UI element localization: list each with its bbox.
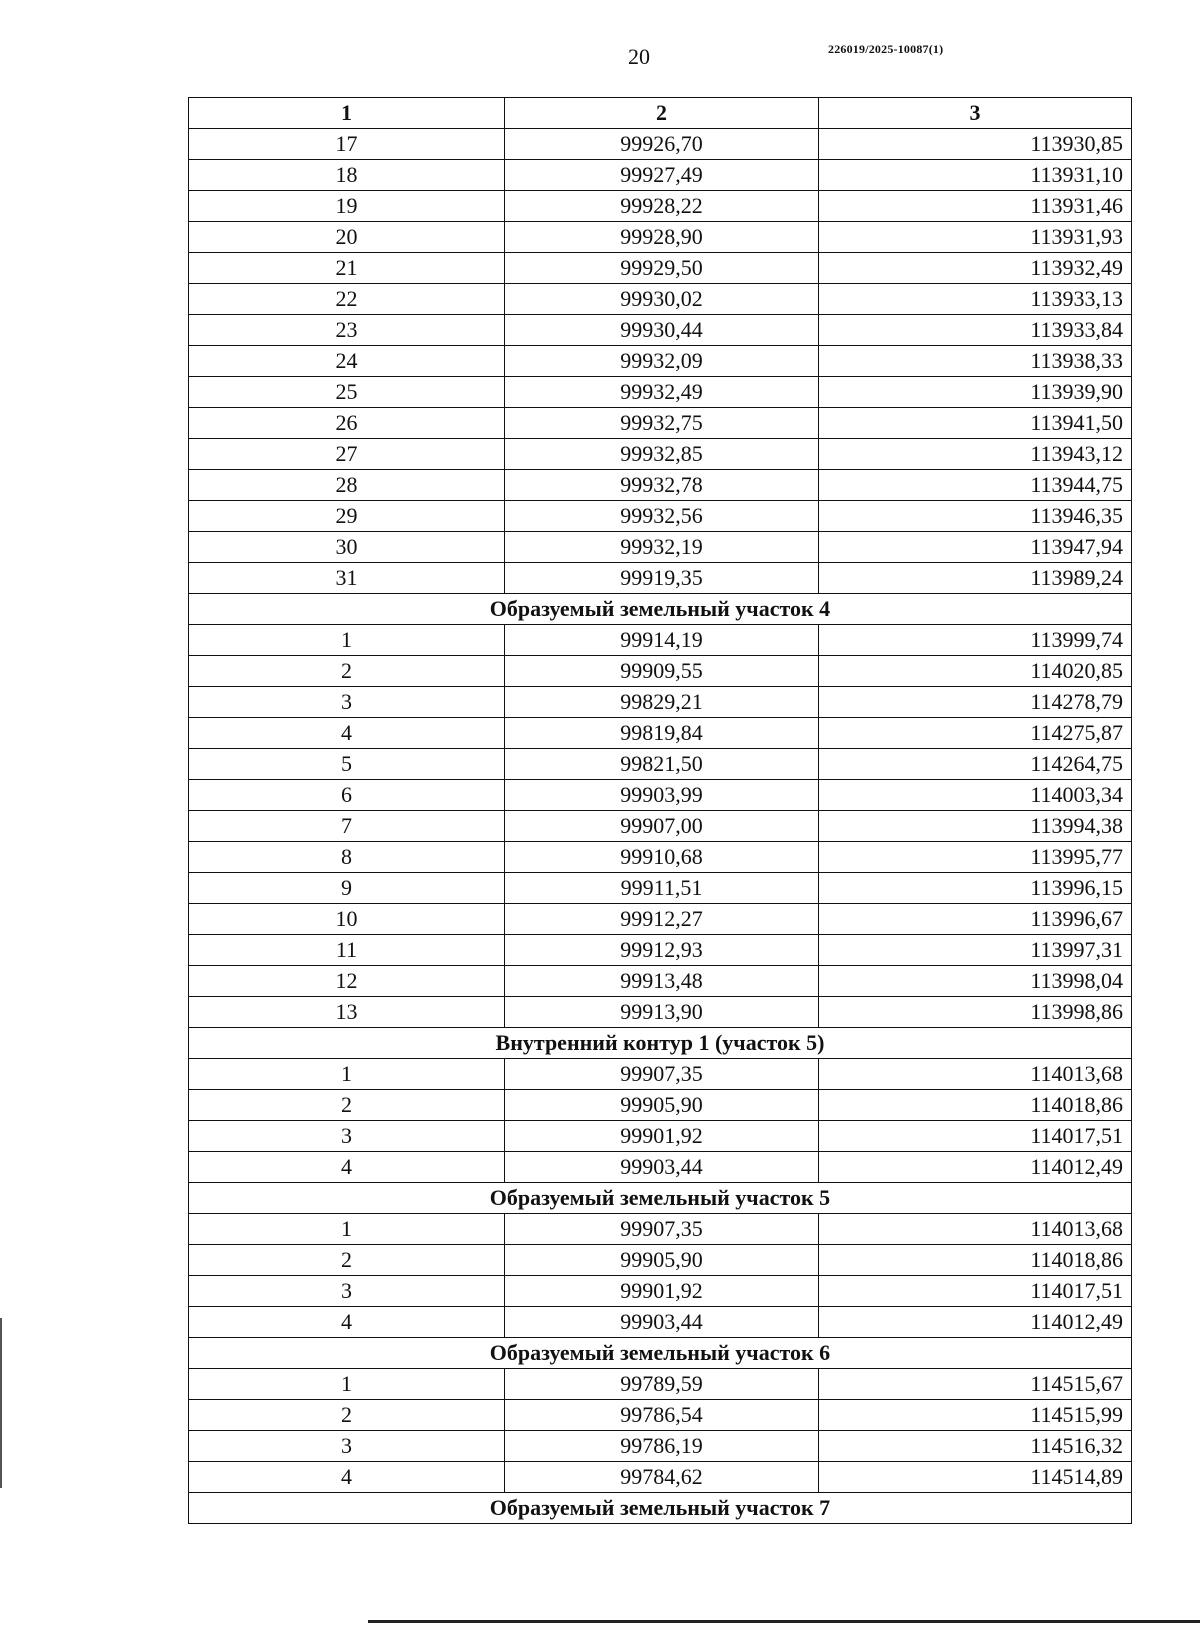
coordinate-x: 99930,44	[505, 315, 819, 346]
coordinate-y: 113933,84	[819, 315, 1132, 346]
table-row	[189, 873, 1132, 904]
coordinate-x: 99903,44	[505, 1152, 819, 1183]
section-title: Образуемый земельный участок 5	[189, 1183, 1132, 1214]
coordinate-x: 99910,68	[505, 842, 819, 873]
point-number: 4	[189, 1307, 505, 1338]
coordinate-x: 99907,00	[505, 811, 819, 842]
point-number: 27	[189, 439, 505, 470]
point-number: 1	[189, 1369, 505, 1400]
coordinate-x: 99914,19	[505, 625, 819, 656]
table-row	[189, 284, 1132, 315]
table-row	[189, 811, 1132, 842]
coordinate-y: 113989,24	[819, 563, 1132, 594]
table-row	[189, 563, 1132, 594]
table-row	[189, 532, 1132, 563]
point-number: 3	[189, 687, 505, 718]
coordinate-x: 99903,44	[505, 1307, 819, 1338]
section-row	[189, 1493, 1132, 1524]
section-title: Образуемый земельный участок 6	[189, 1338, 1132, 1369]
coordinate-x: 99919,35	[505, 563, 819, 594]
coordinate-x: 99913,90	[505, 997, 819, 1028]
coordinate-x: 99907,35	[505, 1214, 819, 1245]
point-number: 21	[189, 253, 505, 284]
coordinate-y: 114018,86	[819, 1245, 1132, 1276]
table-row	[189, 253, 1132, 284]
section-row	[189, 1338, 1132, 1369]
table-row	[189, 1214, 1132, 1245]
point-number: 23	[189, 315, 505, 346]
coordinate-x: 99909,55	[505, 656, 819, 687]
coordinate-x: 99913,48	[505, 966, 819, 997]
coordinate-y: 114003,34	[819, 780, 1132, 811]
point-number: 4	[189, 1462, 505, 1493]
point-number: 30	[189, 532, 505, 563]
coordinate-x: 99907,35	[505, 1059, 819, 1090]
table-row	[189, 966, 1132, 997]
point-number: 20	[189, 222, 505, 253]
coordinate-y: 113996,67	[819, 904, 1132, 935]
table-row	[189, 346, 1132, 377]
coordinate-y: 114020,85	[819, 656, 1132, 687]
table-row	[189, 129, 1132, 160]
point-number: 26	[189, 408, 505, 439]
table-row	[189, 1152, 1132, 1183]
point-number: 31	[189, 563, 505, 594]
column-header-1: 1	[189, 98, 505, 129]
point-number: 28	[189, 470, 505, 501]
coordinate-x: 99930,02	[505, 284, 819, 315]
point-number: 6	[189, 780, 505, 811]
coordinate-x: 99928,90	[505, 222, 819, 253]
table-row	[189, 935, 1132, 966]
point-number: 3	[189, 1121, 505, 1152]
point-number: 2	[189, 656, 505, 687]
point-number: 19	[189, 191, 505, 222]
table-header-row	[189, 98, 1132, 129]
point-number: 29	[189, 501, 505, 532]
table-row	[189, 904, 1132, 935]
scan-bottom-rule	[368, 1620, 1200, 1623]
coordinate-y: 114515,99	[819, 1400, 1132, 1431]
coordinate-x: 99786,19	[505, 1431, 819, 1462]
coordinate-x: 99932,56	[505, 501, 819, 532]
point-number: 17	[189, 129, 505, 160]
coordinate-y: 113939,90	[819, 377, 1132, 408]
point-number: 10	[189, 904, 505, 935]
coordinate-x: 99932,19	[505, 532, 819, 563]
table-row	[189, 191, 1132, 222]
coordinates-table	[188, 97, 1132, 1524]
coordinate-y: 114012,49	[819, 1307, 1132, 1338]
coordinate-y: 113944,75	[819, 470, 1132, 501]
point-number: 13	[189, 997, 505, 1028]
section-title: Образуемый земельный участок 4	[189, 594, 1132, 625]
column-header-2: 2	[505, 98, 819, 129]
point-number: 24	[189, 346, 505, 377]
coordinate-x: 99901,92	[505, 1121, 819, 1152]
table-row	[189, 1245, 1132, 1276]
column-header-3: 3	[819, 98, 1132, 129]
section-row	[189, 1183, 1132, 1214]
coordinate-x: 99829,21	[505, 687, 819, 718]
coordinate-x: 99821,50	[505, 749, 819, 780]
coordinate-x: 99926,70	[505, 129, 819, 160]
coordinate-y: 114264,75	[819, 749, 1132, 780]
coordinate-y: 113995,77	[819, 842, 1132, 873]
coordinate-y: 114012,49	[819, 1152, 1132, 1183]
coordinate-x: 99786,54	[505, 1400, 819, 1431]
table-row	[189, 1090, 1132, 1121]
table-row	[189, 718, 1132, 749]
coordinate-y: 113941,50	[819, 408, 1132, 439]
coordinate-y: 113932,49	[819, 253, 1132, 284]
coordinate-y: 113998,04	[819, 966, 1132, 997]
table-row	[189, 222, 1132, 253]
coordinate-x: 99911,51	[505, 873, 819, 904]
coordinate-y: 113931,46	[819, 191, 1132, 222]
point-number: 12	[189, 966, 505, 997]
table-row	[189, 408, 1132, 439]
point-number: 1	[189, 1214, 505, 1245]
coordinate-y: 114514,89	[819, 1462, 1132, 1493]
coordinate-y: 114013,68	[819, 1214, 1132, 1245]
point-number: 4	[189, 718, 505, 749]
table-row	[189, 315, 1132, 346]
coordinate-x: 99932,09	[505, 346, 819, 377]
coordinate-y: 113996,15	[819, 873, 1132, 904]
scan-left-edge	[0, 1318, 2, 1488]
point-number: 8	[189, 842, 505, 873]
coordinate-x: 99932,78	[505, 470, 819, 501]
coordinate-x: 99912,93	[505, 935, 819, 966]
coordinate-y: 113947,94	[819, 532, 1132, 563]
table-body	[189, 129, 1132, 1524]
table-row	[189, 1431, 1132, 1462]
coordinate-y: 113998,86	[819, 997, 1132, 1028]
coordinate-x: 99901,92	[505, 1276, 819, 1307]
document-id: 226019/2025-10087(1)	[828, 42, 944, 56]
point-number: 2	[189, 1090, 505, 1121]
table-row	[189, 470, 1132, 501]
coordinate-y: 113931,93	[819, 222, 1132, 253]
point-number: 2	[189, 1245, 505, 1276]
coordinate-x: 99932,85	[505, 439, 819, 470]
table-row	[189, 1276, 1132, 1307]
page-number: 20	[628, 44, 650, 69]
coordinate-y: 113946,35	[819, 501, 1132, 532]
coordinate-y: 113931,10	[819, 160, 1132, 191]
point-number: 3	[189, 1276, 505, 1307]
table-row	[189, 687, 1132, 718]
coordinate-y: 114013,68	[819, 1059, 1132, 1090]
coordinate-y: 113999,74	[819, 625, 1132, 656]
table-row	[189, 1307, 1132, 1338]
point-number: 2	[189, 1400, 505, 1431]
coordinate-y: 113930,85	[819, 129, 1132, 160]
coordinate-y: 114275,87	[819, 718, 1132, 749]
point-number: 1	[189, 625, 505, 656]
coordinate-x: 99932,75	[505, 408, 819, 439]
table-row	[189, 1059, 1132, 1090]
point-number: 4	[189, 1152, 505, 1183]
table-row	[189, 780, 1132, 811]
coordinate-x: 99789,59	[505, 1369, 819, 1400]
coordinate-y: 113994,38	[819, 811, 1132, 842]
coordinate-x: 99912,27	[505, 904, 819, 935]
table-row	[189, 160, 1132, 191]
coordinate-y: 113933,13	[819, 284, 1132, 315]
point-number: 7	[189, 811, 505, 842]
section-row	[189, 594, 1132, 625]
coordinate-x: 99932,49	[505, 377, 819, 408]
coordinate-x: 99905,90	[505, 1245, 819, 1276]
coordinate-x: 99927,49	[505, 160, 819, 191]
section-row	[189, 1028, 1132, 1059]
table-row	[189, 842, 1132, 873]
coordinate-y: 114278,79	[819, 687, 1132, 718]
point-number: 18	[189, 160, 505, 191]
coordinate-x: 99928,22	[505, 191, 819, 222]
point-number: 3	[189, 1431, 505, 1462]
table-row	[189, 1462, 1132, 1493]
coordinate-y: 114018,86	[819, 1090, 1132, 1121]
table-row	[189, 1369, 1132, 1400]
coordinate-y: 113997,31	[819, 935, 1132, 966]
point-number: 11	[189, 935, 505, 966]
coordinate-y: 114516,32	[819, 1431, 1132, 1462]
table-row	[189, 501, 1132, 532]
coordinate-y: 113938,33	[819, 346, 1132, 377]
table-row	[189, 439, 1132, 470]
coordinate-x: 99819,84	[505, 718, 819, 749]
table-row	[189, 1121, 1132, 1152]
coordinate-y: 114017,51	[819, 1276, 1132, 1307]
coordinate-y: 114017,51	[819, 1121, 1132, 1152]
coordinate-x: 99784,62	[505, 1462, 819, 1493]
coordinate-x: 99903,99	[505, 780, 819, 811]
table-row	[189, 377, 1132, 408]
coordinate-y: 113943,12	[819, 439, 1132, 470]
table-row	[189, 749, 1132, 780]
coordinate-y: 114515,67	[819, 1369, 1132, 1400]
point-number: 1	[189, 1059, 505, 1090]
table-row	[189, 625, 1132, 656]
point-number: 5	[189, 749, 505, 780]
table-row	[189, 1400, 1132, 1431]
point-number: 9	[189, 873, 505, 904]
section-title: Образуемый земельный участок 7	[189, 1493, 1132, 1524]
coordinate-x: 99905,90	[505, 1090, 819, 1121]
point-number: 22	[189, 284, 505, 315]
coordinate-x: 99929,50	[505, 253, 819, 284]
point-number: 25	[189, 377, 505, 408]
table-row	[189, 656, 1132, 687]
section-title: Внутренний контур 1 (участок 5)	[189, 1028, 1132, 1059]
table-row	[189, 997, 1132, 1028]
